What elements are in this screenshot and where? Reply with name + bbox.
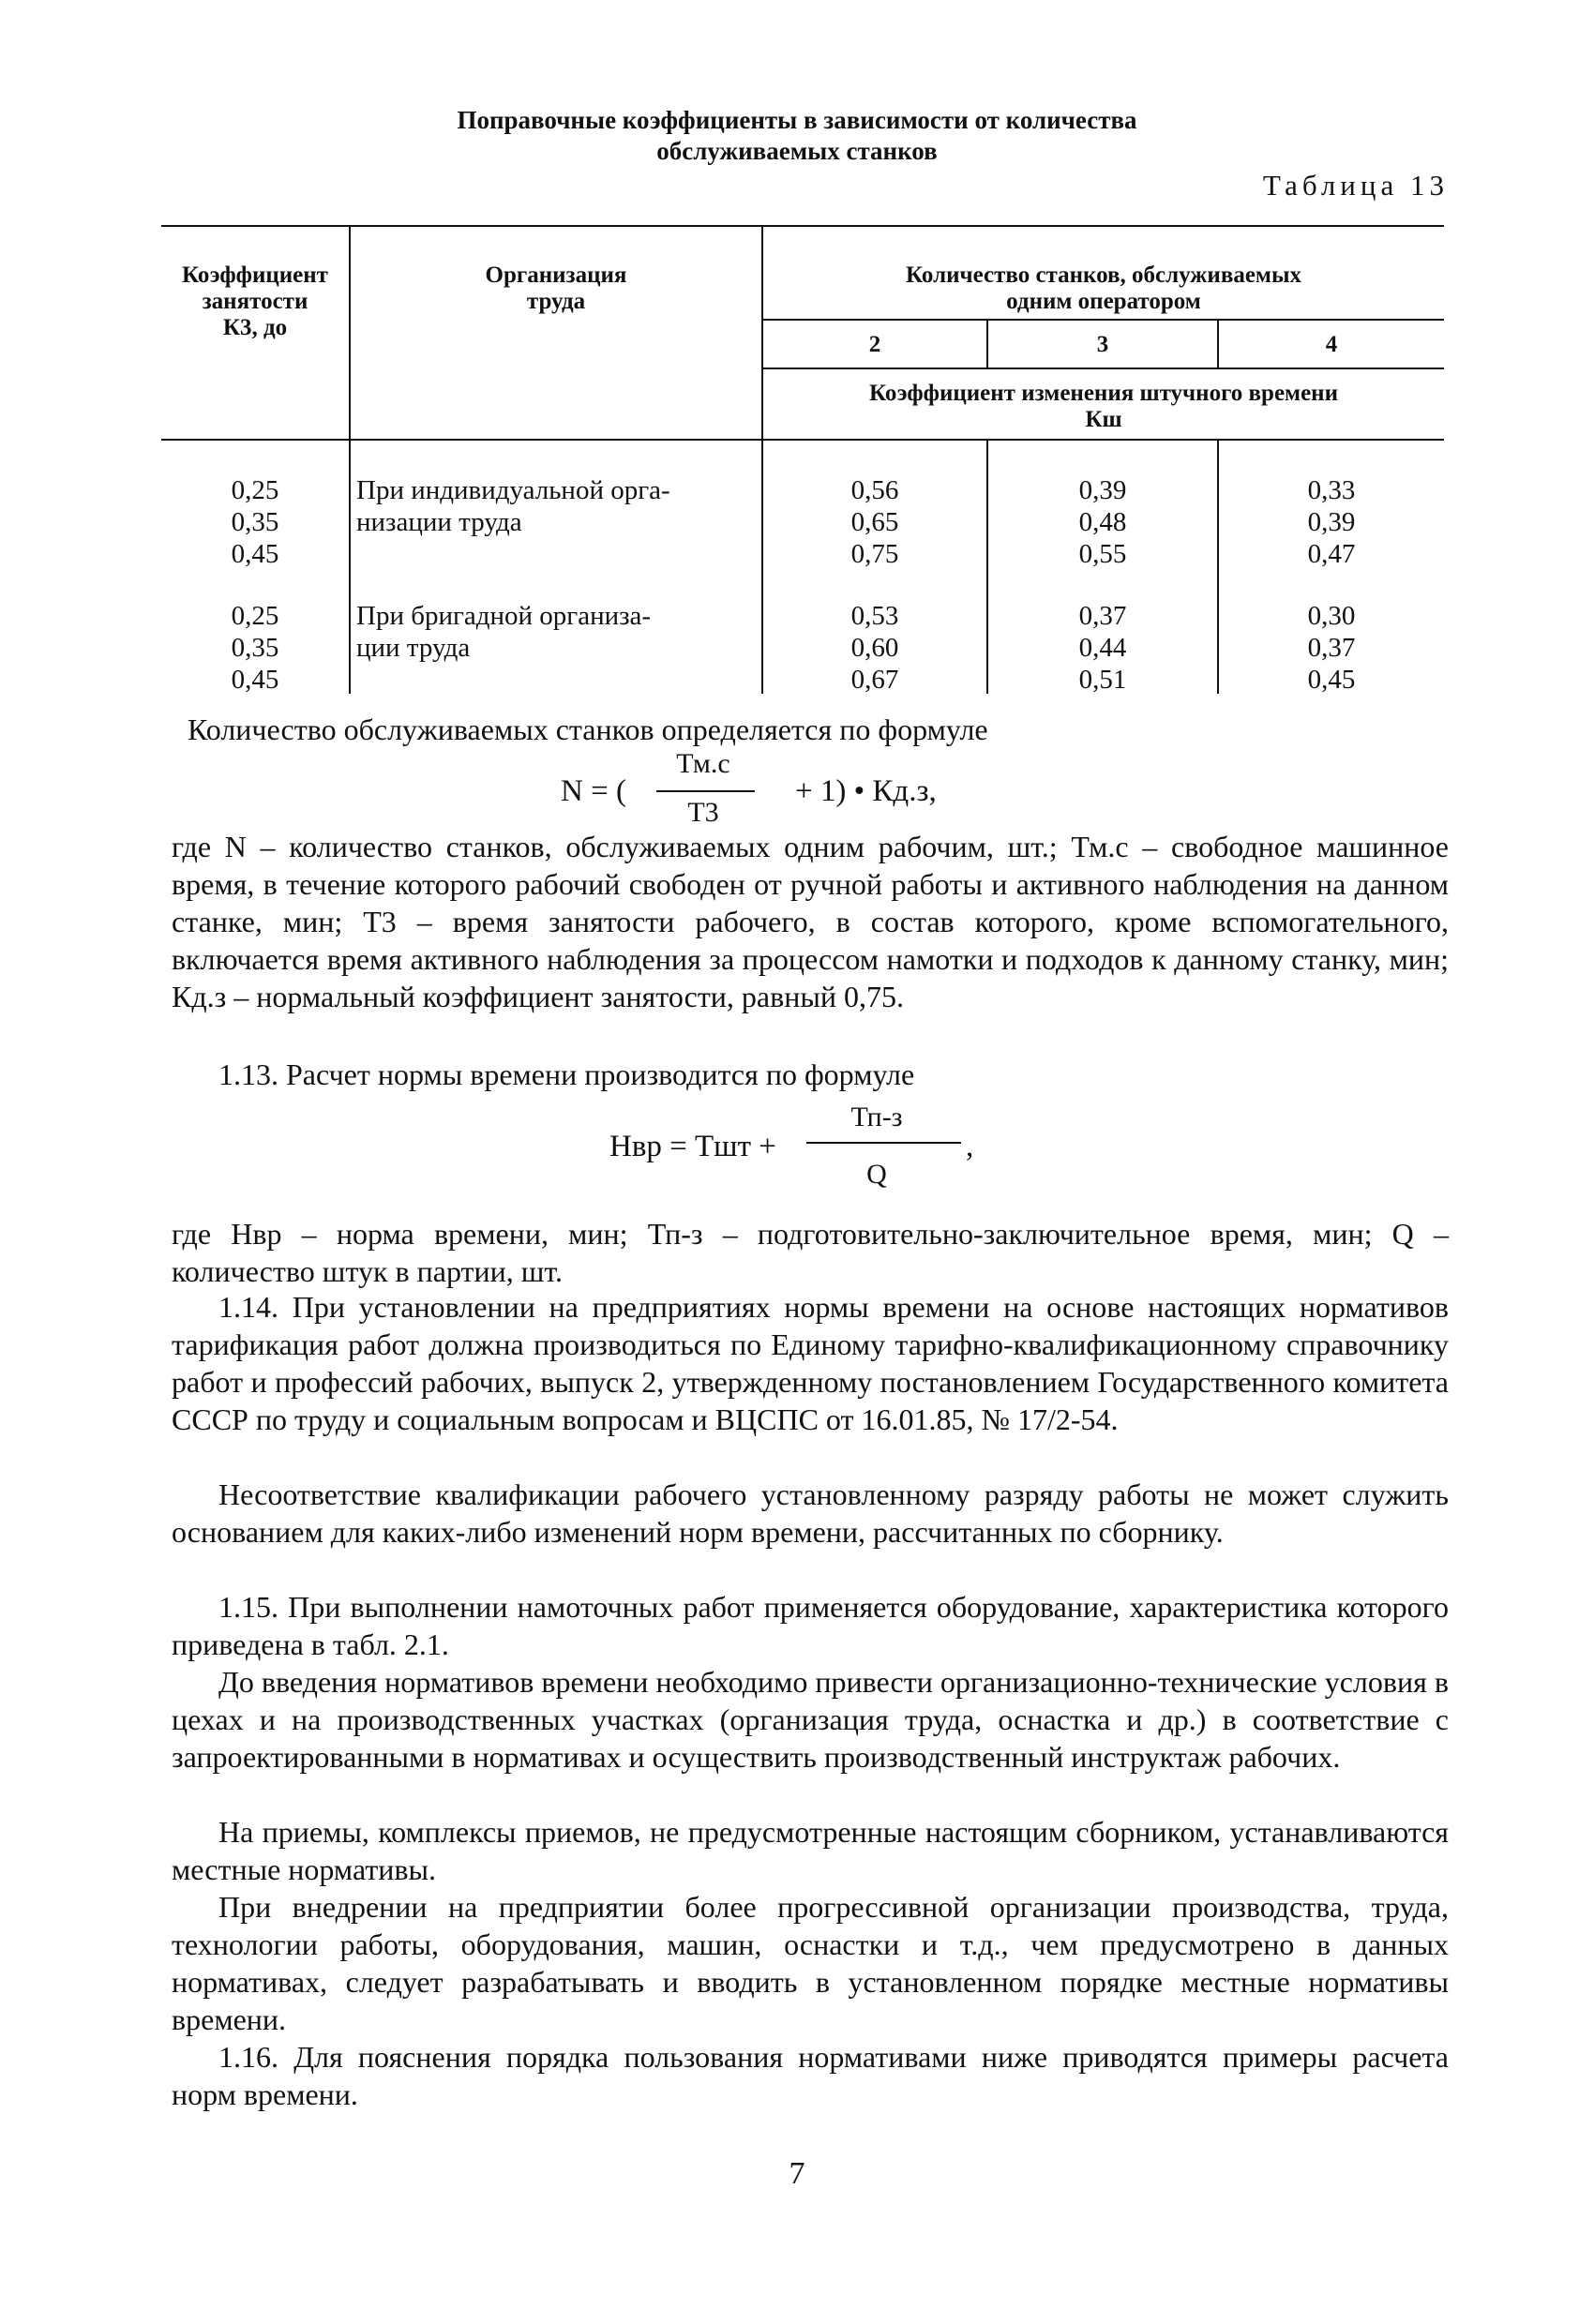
table-cell-kz: 0,25 (231, 475, 279, 505)
table-cell-organization: ции труда (356, 633, 471, 663)
header-ksh-line1: Коэффициент изменения штучного времени (869, 381, 1338, 406)
table-cell-k-4-machines: 0,33 (1307, 475, 1356, 505)
formula-n-rhs: + 1) • Кд.з, (795, 774, 937, 808)
text-1-14: 1.14. При установлении на предприятиях нормы времени на основе настоящих нормативов тарификация работ должна производиться по Единому тарифно-квалификационному справочнику работ и профессий рабочих, выпуск 2, утвержденному постановлением Государственного комитета СССР по труду и социальным вопросам и ВЦСПС от 16.01.85, № 17/2-54. (172, 1290, 1449, 1436)
table-cell-kz: 0,45 (231, 539, 279, 569)
table-cell-k-2-machines: 0,75 (850, 539, 899, 569)
table-cell-organization: При индивидуальной орга- (356, 475, 670, 505)
table-cell-organization: При бригадной организа- (356, 601, 652, 631)
table-cell-k-3-machines: 0,37 (1078, 601, 1127, 631)
text-where2: где Нвр – норма времени, мин; Тп-з – подготовительно-заключительное время, мин; Q – количество штук в партии, шт. (172, 1217, 1449, 1288)
formula-n-lhs: N = ( (561, 774, 626, 808)
header-kz-line2: занятости (202, 289, 308, 314)
table-cell-k-2-machines: 0,67 (850, 665, 899, 695)
text-1-15: 1.15. При выполнении намоточных работ применяется оборудование, характеристика которого приведена в табл. 2.1. (172, 1590, 1449, 1661)
formula-hvr-numerator: Тп-з (850, 1102, 903, 1132)
table-top-rule (161, 225, 1444, 227)
formula-hvr-rhs: , (966, 1130, 974, 1163)
table-cell-k-3-machines: 0,55 (1078, 539, 1127, 569)
header-n3: 3 (1096, 332, 1109, 357)
table-cell-kz: 0,35 (231, 633, 279, 663)
formula-hvr-fraction-bar (806, 1142, 961, 1144)
header-n2: 2 (868, 332, 881, 357)
header-count-line2: одним оператором (1006, 289, 1201, 314)
text-1-13: 1.13. Расчет нормы времени производится по формуле (218, 1057, 915, 1091)
formula-n-denominator: Т3 (687, 797, 719, 828)
text-nesootvetstvie: Несоответствие квалификации рабочего установленному разряду работы не может служить основанием для каких-либо изменений норм времени, рассчитанных по сборнику. (172, 1477, 1449, 1549)
table-title (281, 105, 1313, 167)
table-cell-kz: 0,45 (231, 665, 279, 695)
table-label: Таблица 13 (1262, 169, 1449, 202)
table-cell-k-4-machines: 0,39 (1307, 507, 1356, 537)
header-org (351, 262, 761, 315)
page-number: 7 (789, 2156, 805, 2191)
header-count (763, 262, 1444, 315)
formula-n-fraction-bar (656, 790, 755, 792)
table-cell-k-3-machines: 0,48 (1078, 507, 1127, 537)
table-cell-kz: 0,25 (231, 601, 279, 631)
formula-hvr-lhs: Нвр = Тшт + (609, 1130, 776, 1163)
table-rule-under-numbers (761, 367, 1444, 369)
text-na-priemy: На приемы, комплексы приемов, не предусмотренные настоящим сборником, устанавливаются местные нормативы. (172, 1815, 1449, 1886)
text-do-vvedeniya: До введения нормативов времени необходимо привести организационно-технические условия в цехах и на производственных участках (организация труда, оснастка и др.) в соответствие с запроектированными в нормативах и осуществить производственный инструктаж рабочих. (172, 1665, 1449, 1774)
table-title-line1: Поправочные коэффициенты в зависимости от количества (457, 106, 1137, 134)
table-cell-organization: низации труда (356, 507, 522, 537)
header-ksh-line2: Кш (1085, 407, 1122, 432)
text-where1: где N – количество станков, обслуживаемых одним рабочим, шт.; Тм.с – свободное машинное время, в течение которого рабочий свободен от ручной работы и активного наблюдения на данном станке, мин; Т3 – время занятости рабочего, в состав которого, кроме вспомогательного, включается время активного наблюдения за процессом намотки и подходов к данному станку, мин; Кд.з – нормальный коэффициент занятости, равный 0,75. (172, 830, 1449, 1013)
table-cell-k-4-machines: 0,30 (1307, 601, 1356, 631)
table-cell-k-4-machines: 0,45 (1307, 665, 1356, 695)
table-cell-k-2-machines: 0,56 (850, 475, 899, 505)
header-count-line1: Количество станков, обслуживаемых (906, 262, 1301, 288)
formula-hvr-denominator: Q (866, 1159, 887, 1190)
header-n4: 4 (1325, 332, 1338, 357)
table-cell-k-2-machines: 0,53 (850, 601, 899, 631)
table-cell-k-2-machines: 0,60 (850, 633, 899, 663)
header-kz-line3: К3, до (222, 315, 288, 340)
table-cell-k-3-machines: 0,51 (1078, 665, 1127, 695)
text-1-16: 1.16. Для пояснения порядка пользования нормативами ниже приводятся примеры расчета норм времени. (172, 2040, 1449, 2111)
table-cell-k-3-machines: 0,44 (1078, 633, 1127, 663)
table-rule-under-count (761, 319, 1444, 321)
table-cell-k-2-machines: 0,65 (850, 507, 899, 537)
header-org-line1: Организация (485, 262, 627, 288)
table-header-bottom-rule (161, 439, 1444, 441)
text-intro: Количество обслуживаемых станков определяется по формуле (188, 712, 988, 746)
header-ksh (763, 381, 1444, 433)
text-pri-vnedrenii: При внедрении на предприятии более прогрессивной организации производства, труда, технологии работы, оборудования, машин, оснастки и т.д., чем предусмотрено в данных нормативах, следует разрабатывать и вводить в установленном порядке местные нормативы времени. (172, 1890, 1449, 2036)
header-org-line2: труда (526, 289, 586, 314)
formula-n-numerator: Тм.с (676, 748, 730, 779)
table-cell-k-3-machines: 0,39 (1078, 475, 1127, 505)
table-cell-kz: 0,35 (231, 507, 279, 537)
table-cell-k-4-machines: 0,47 (1307, 539, 1356, 569)
table-title-line2: обслуживаемых станков (656, 137, 938, 165)
header-kz-line1: Коэффициент (182, 262, 328, 288)
header-kz (161, 262, 349, 341)
table-cell-k-4-machines: 0,37 (1307, 633, 1356, 663)
